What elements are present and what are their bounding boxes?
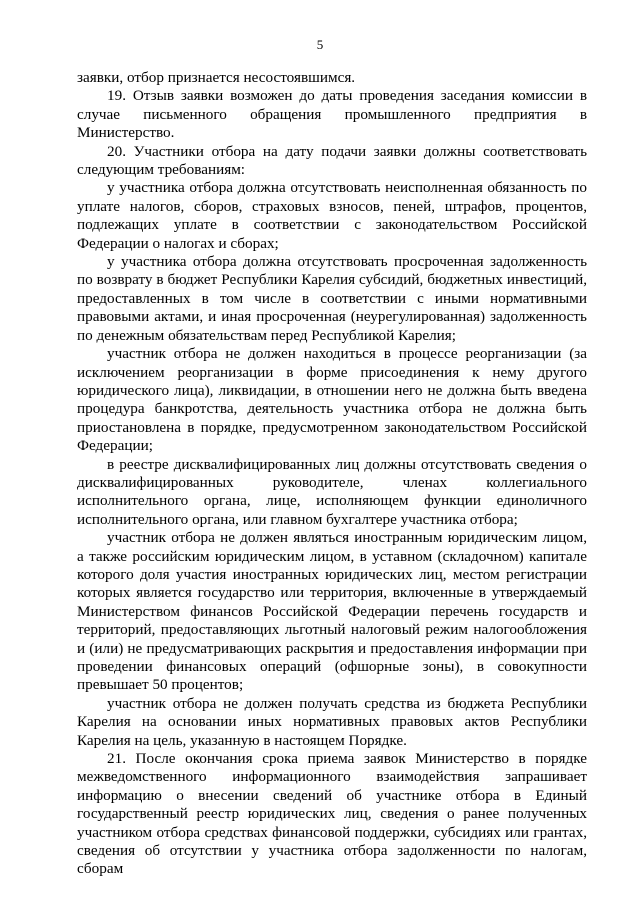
- paragraph-item-20: 20. Участники отбора на дату подачи заявки должны соответствовать следующим требованиям:: [77, 142, 587, 179]
- page-number: 5: [316, 37, 324, 52]
- paragraph-item-19: 19. Отзыв заявки возможен до даты проведения заседания комиссии в случае письменного обращения промышленного предприятия в Министерство.: [77, 87, 587, 142]
- paragraph-requirement-other-funds: участник отбора не должен получать средства из бюджета Республики Карелия на основании иных нормативных правовых актов Республики Карелия на цель, указанную в настоящем Порядке.: [77, 694, 587, 749]
- paragraph-requirement-reorganization: участник отбора не должен находиться в процессе реорганизации (за исключением реорганизации в форме присоединения к нему другого юридического лица), ликвидации, в отношении него не должна быть введена процедура банкротства, деятельность участника отбора не должна быть приостановлена в порядке, предусмотренном законодательством Российской Федерации;: [77, 345, 587, 455]
- paragraph-requirement-disqualified: в реестре дисквалифицированных лиц должны отсутствовать сведения о дисквалифицированных руководителе, членах коллегиального исполнительного органа, лице, исполняющем функции единоличного исполнительного органа, или главном бухгалтере участника отбора;: [77, 455, 587, 528]
- paragraph-requirement-foreign: участник отбора не должен являться иностранным юридическим лицом, а также российским юридическим лицом, в уставном (складочном) капитале которого доля участия иностранных юридических лиц, местом регистрации которых является государство или территория, включенные в утверждаемый Министерством финансов Российской Федерации перечень государств и территорий, предоставляющих льготный налоговый режим налогообложения и (или) не предусматривающих раскрытия и предоставления информации при проведении финансовых операций (офшорные зоны), в совокупности превышает 50 процентов;: [77, 529, 587, 694]
- paragraph-continuation: заявки, отбор признается несостоявшимся.: [77, 69, 356, 86]
- paragraph-item-21: 21. После окончания срока приема заявок Министерство в порядке межведомственного информационного взаимодействия запрашивает информацию о внесении сведений об участнике отбора в Единый государственный реестр юридических лиц, сведения о ранее полученных участником отбора средствах финансовой поддержки, субсидиях или грантах, сведения об отсутствии у участника отбора задолженности по налогам, сборам: [77, 750, 587, 878]
- document-body: [77, 69, 587, 879]
- paragraph-requirement-taxes: у участника отбора должна отсутствовать неисполненная обязанность по уплате налогов, сборов, страховых взносов, пеней, штрафов, процентов, подлежащих уплате в соответствии с законодательством Российской Федерации о налогах и сборах;: [77, 179, 587, 252]
- paragraph-requirement-debt: у участника отбора должна отсутствовать просроченная задолженность по возврату в бюджет Республики Карелия субсидий, бюджетных инвестиций, предоставленных в том числе в соответствии с иными нормативными правовыми актами, и иная просроченная (неурегулированная) задолженность по денежным обязательствам перед Республикой Карелия;: [77, 253, 587, 344]
